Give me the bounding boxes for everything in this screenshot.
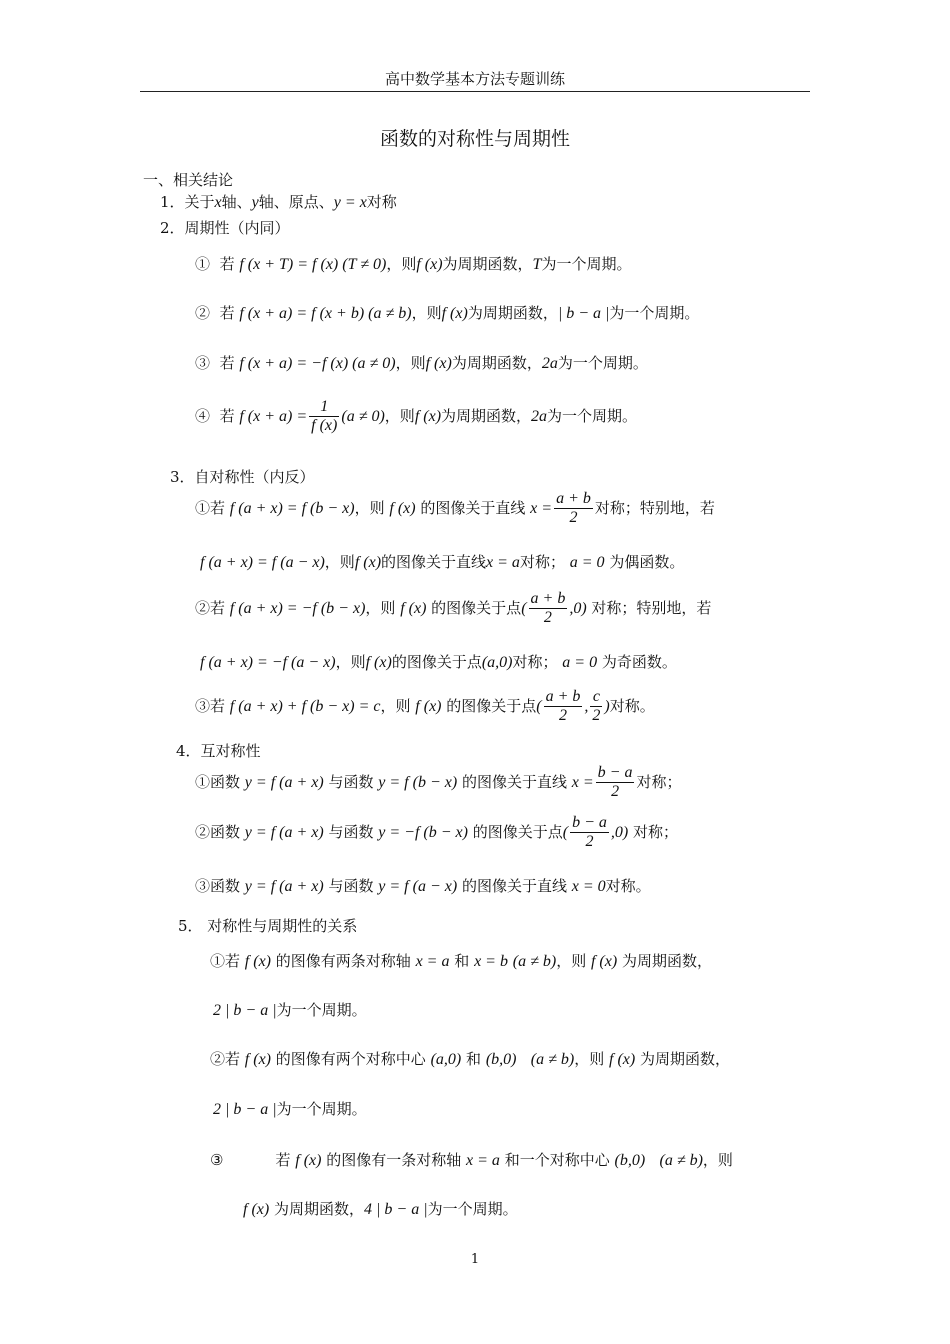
item-3: 3．自对称性（内反） (170, 468, 315, 486)
relation-1a: ①若 f (x) 的图像有两条对称轴 x = a 和 x = b (a ≠ b)，则 f (x) 为周期函数， (210, 952, 712, 970)
fraction: $\frac{b - a}{2}$ (597, 764, 633, 801)
mutual-sym-3: ③函数 y = f (a + x) 与函数 y = f (a − x) 的图像关于直线 x = 0对称。 (195, 877, 651, 895)
mutual-sym-2: ②函数 y = f (a + x) 与函数 y = −f (b − x) 的图像关于点( $\frac{b - a}{2}$ ,0) 对称； (195, 814, 679, 851)
period-rule-3: ③ 若 f (x + a) = −f (x) (a ≠ 0)，则f (x)为周期函数，2a为一个周期。 (195, 354, 648, 372)
self-sym-1a: ①若 f (a + x) = f (b − x)，则 f (x) 的图像关于直线 x = $\frac{a + b}{2}$ 对称；特别地，若 (195, 490, 715, 527)
fraction: $\frac{a + b}{2}$ (545, 688, 581, 725)
fraction: $\frac{1}{f (x)}$ (311, 398, 338, 435)
self-sym-3: ③若 f (a + x) + f (b − x) = c，则 f (x) 的图像关于点( $\frac{a + b}{2}$ , $\frac{c}{2}$ )对称。 (195, 688, 655, 725)
fraction: $\frac{c}{2}$ (592, 688, 601, 725)
fraction: $\frac{a + b}{2}$ (530, 590, 566, 627)
item-4: 4．互对称性 (176, 742, 261, 760)
fraction: $\frac{b - a}{2}$ (572, 814, 607, 851)
self-sym-1b: f (a + x) = f (a − x)，则f (x)的图像关于直线x = a对称； a = 0 为偶函数。 (200, 553, 685, 571)
mutual-sym-1: ①函数 y = f (a + x) 与函数 y = f (b − x) 的图像关于直线 x = $\frac{b - a}{2}$ 对称； (195, 764, 682, 801)
period-rule-2: ② 若 f (x + a) = f (x + b) (a ≠ b)，则f (x)为周期函数，| b − a |为一个周期。 (195, 304, 700, 322)
relation-2a: ②若 f (x) 的图像有两个对称中心 (a,0) 和 (b,0) (a ≠ b)，则 f (x) 为周期函数， (210, 1050, 731, 1068)
item-1: 1．关于x轴、y轴、原点、y = x对称 (160, 193, 397, 211)
section-heading: 一、相关结论 (143, 171, 234, 189)
self-sym-2a: ②若 f (a + x) = −f (b − x)，则 f (x) 的图像关于点( $\frac{a + b}{2}$ ,0) 对称；特别地，若 (195, 590, 712, 627)
header-rule (140, 91, 810, 92)
page-number: 1 (470, 1252, 480, 1267)
relation-1b: 2 | b − a |为一个周期。 (213, 1001, 367, 1019)
relation-2b: 2 | b − a |为一个周期。 (213, 1100, 367, 1118)
doc-title: 函数的对称性与周期性 (379, 128, 570, 150)
relation-3a: ③ 若 f (x) 的图像有一条对称轴 x = a 和一个对称中心 (b,0) (a ≠ b)，则 (210, 1151, 733, 1169)
period-rule-4: ④ 若 f (x + a) = $\frac{1}{f (x)}$ (a ≠ 0)，则f (x)为周期函数，2a为一个周期。 (195, 398, 638, 435)
fraction: $\frac{a + b}{2}$ (556, 490, 591, 527)
item-2: 2．周期性（内同） (160, 219, 290, 237)
item-5: 5． 对称性与周期性的关系 (178, 917, 358, 935)
self-sym-2b: f (a + x) = −f (a − x)，则f (x)的图像关于点(a,0)对称； a = 0 为奇函数。 (200, 653, 677, 671)
running-header: 高中数学基本方法专题训练 (384, 70, 565, 88)
period-rule-1: ① 若 f (x + T) = f (x) (T ≠ 0)，则f (x)为周期函数，T为一个周期。 (195, 255, 632, 273)
relation-3b: f (x) 为周期函数，4 | b − a |为一个周期。 (243, 1200, 518, 1218)
